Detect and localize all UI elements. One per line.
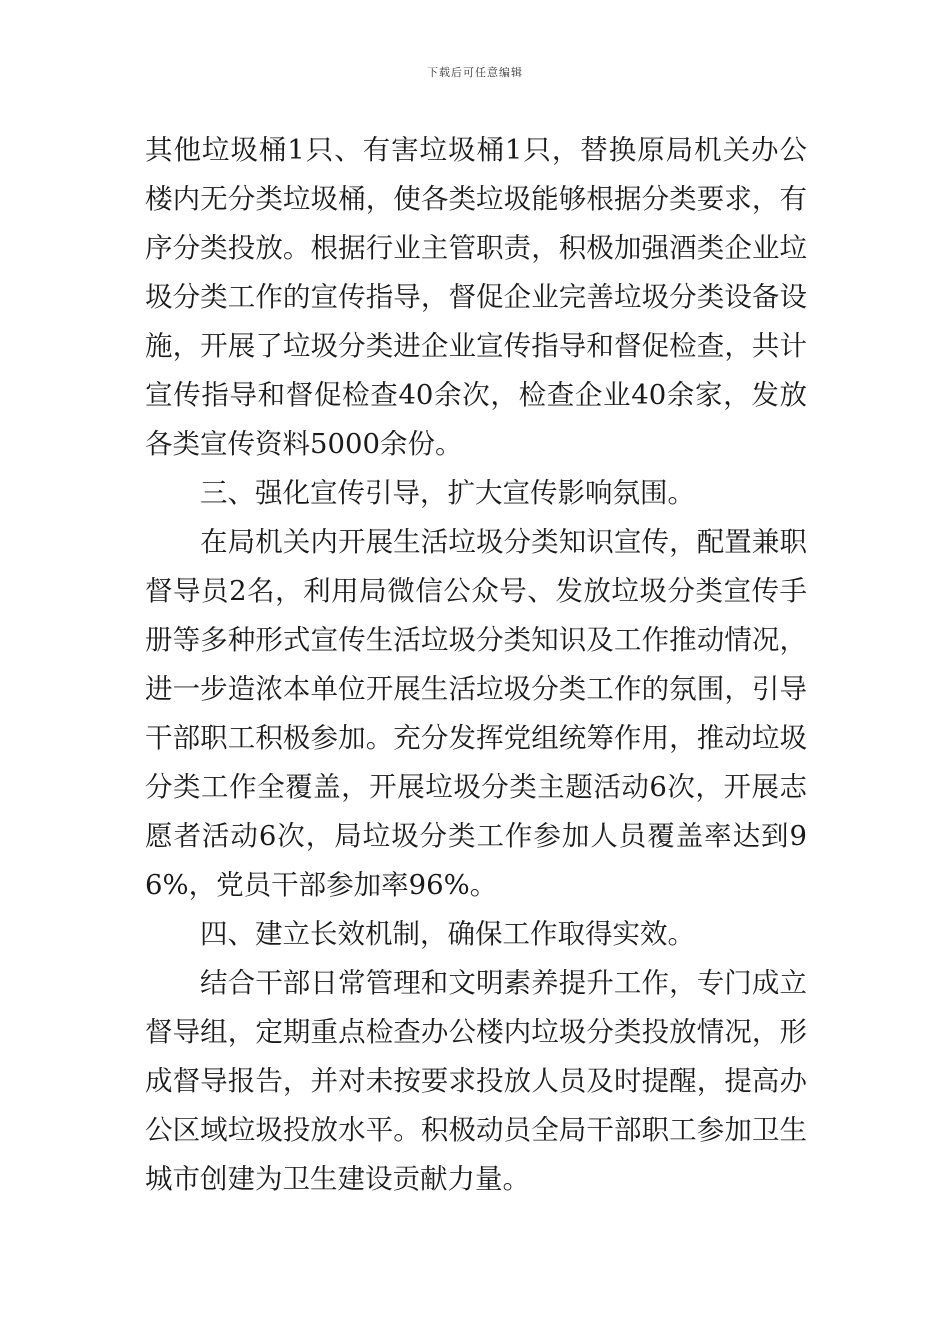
paragraph-continuation: 其他垃圾桶1只、有害垃圾桶1只，替换原局机关办公楼内无分类垃圾桶，使各类垃圾能够根据分类要求，有序分类投放。根据行业主管职责，积极加强酒类企业垃圾分类工作的宣传指导，督促企业完善垃圾分类设备设施，开展了垃圾分类进企业宣传指导和督促检查，共计宣传指导和督促检查40余次，检查企业40余家，发放各类宣传资料5000余份。 <box>145 134 807 460</box>
page-header: 下载后可任意编辑 <box>427 66 523 79</box>
document-body <box>145 126 807 1204</box>
paragraph-publicity: 在局机关内开展生活垃圾分类知识宣传，配置兼职督导员2名，利用局微信公众号、发放垃圾分类宣传手册等多种形式宣传生活垃圾分类知识及工作推动情况，进一步造浓本单位开展生活垃圾分类工作的氛围，引导干部职工积极参加。充分发挥党组统筹作用，推动垃圾分类工作全覆盖，开展垃圾分类主题活动6次，开展志愿者活动6次，局垃圾分类工作参加人员覆盖率达到96%，党员干部参加率96%。 <box>145 526 807 901</box>
paragraph-mechanism: 结合干部日常管理和文明素养提升工作，专门成立督导组，定期重点检查办公楼内垃圾分类投放情况，形成督导报告，并对未按要求投放人员及时提醒，提高办公区域垃圾投放水平。积极动员全局干部职工参加卫生城市创建为卫生建设贡献力量。 <box>145 967 807 1195</box>
section-heading-four: 四、建立长效机制，确保工作取得实效。 <box>200 918 695 950</box>
section-heading-three: 三、强化宣传引导，扩大宣传影响氛围。 <box>200 477 695 509</box>
